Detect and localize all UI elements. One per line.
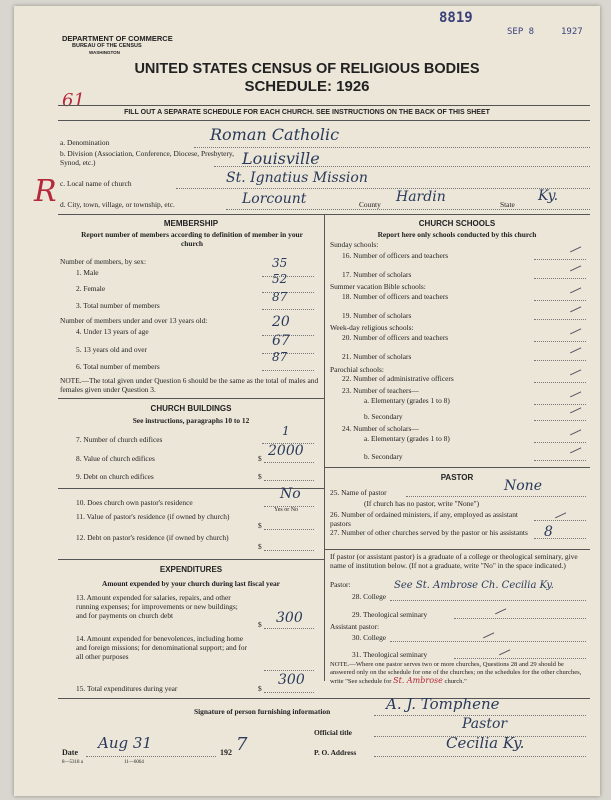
pastor-note: [330, 661, 588, 685]
signature-value: A. J. Tomphene: [386, 695, 500, 713]
official-title-value: Pastor: [462, 716, 508, 732]
stamp-year: 1927: [561, 27, 583, 37]
date-value: Aug 31: [98, 734, 152, 752]
field-line: [264, 550, 314, 551]
local-name-label: c. Local name of church: [60, 179, 132, 188]
dollar-sign: $: [258, 472, 262, 481]
membership-value-1: 35: [272, 256, 288, 270]
q14-label: 14. Amount expended for benevolences, including home and foreign missions; for denominational support; and for all other purposes: [76, 634, 247, 661]
q13-label: 13. Amount expended for salaries, repairs, and other running expenses; for improvements or new buildings; and for payments on church debt: [76, 593, 238, 620]
check-mark: [569, 304, 582, 313]
margin-note: 61: [62, 90, 85, 111]
field-line: [86, 756, 216, 757]
q25-value: None: [504, 478, 542, 494]
parochial-schools: Parochial schools:: [330, 365, 384, 374]
pastor-note-text: NOTE.—Where one pastor serves two or more churches, Questions 28 and 29 should be answered only on the schedule for one of the churches; on the schedules for the other churches, write "See schedule for: [330, 661, 582, 685]
q29-label: 29. Theological seminary: [352, 610, 428, 619]
field-line: [454, 618, 586, 619]
date-label: Date: [62, 748, 78, 757]
pastor-note-end: church.": [444, 677, 467, 685]
division-label: b. Division (Association, Conference, Diocese, Presbytery, Synod, etc.): [60, 149, 234, 167]
city-value: Lorcount: [242, 191, 307, 207]
department-line3: WASHINGTON: [89, 50, 120, 55]
membership-intro: Report number of members according to definition of member in your church: [81, 230, 303, 248]
q8-value: 2000: [268, 443, 304, 459]
year-value: 7: [236, 734, 248, 755]
form-number-2: 11—6064: [124, 760, 144, 765]
q7-value: 1: [282, 424, 290, 438]
check-mark: [569, 389, 582, 398]
field-line: [262, 353, 314, 354]
membership-value-2: 52: [272, 272, 288, 286]
field-line: [534, 360, 586, 361]
margin-r: R: [34, 174, 57, 209]
state-label: State: [500, 200, 515, 209]
divider: [58, 559, 324, 560]
form-number: 8—5318 a: [62, 760, 83, 765]
field-line: [534, 420, 586, 421]
q28-label: 28. College: [352, 592, 387, 601]
q27-value: 8: [544, 524, 553, 540]
q21-label: 21. Number of scholars: [342, 352, 412, 361]
membership-row-4: 4. Under 13 years of age: [76, 327, 149, 336]
q7-label: 7. Number of church edifices: [76, 435, 163, 444]
buildings-intro: See instructions, paragraphs 10 to 12: [132, 416, 250, 425]
yes-no-hint: Yes or No: [274, 507, 299, 513]
check-mark: [554, 510, 567, 519]
expenditures-intro: Amount expended by your church during last fiscal year: [102, 579, 280, 588]
buildings-title: CHURCH BUILDINGS: [150, 404, 232, 413]
q24a-label: a. Elementary (grades 1 to 8): [364, 434, 450, 443]
field-line: [534, 300, 586, 301]
field-line: [264, 529, 314, 530]
weekday-schools: Week-day religious schools:: [330, 323, 414, 332]
q26-label: 26. Number of ordained ministers, if any, employed as assistant pastors: [330, 510, 518, 528]
q17-label: 17. Number of scholars: [342, 270, 412, 279]
q9-label: 9. Debt on church edifices: [76, 472, 154, 481]
membership-value-4: 20: [272, 314, 290, 330]
q25-note: (If church has no pastor, write "None"): [364, 499, 480, 508]
field-line: [406, 496, 586, 497]
field-line: [262, 292, 314, 293]
membership-row-5: 5. 13 years old and over: [76, 345, 148, 354]
field-line: [226, 209, 590, 210]
field-line: [534, 442, 586, 443]
q15-label: 15. Total expenditures during year: [76, 684, 178, 693]
membership-row-3: 3. Total number of members: [76, 301, 160, 310]
po-address-label: P. O. Address: [314, 748, 357, 757]
schools-title: CHURCH SCHOOLS: [418, 219, 496, 228]
year-prefix: 192: [220, 748, 232, 757]
check-mark: [569, 285, 582, 294]
check-mark: [569, 367, 582, 376]
field-line: [534, 520, 586, 521]
department-line2: BUREAU OF THE CENSUS: [72, 43, 142, 49]
dollar-sign: $: [258, 620, 262, 629]
q31-label: 31. Theological seminary: [352, 650, 428, 659]
field-line: [262, 370, 314, 371]
field-line: [262, 309, 314, 310]
state-value: Ky.: [538, 188, 559, 204]
field-line: [390, 600, 586, 601]
division-value: Louisville: [242, 149, 320, 168]
field-line: [264, 462, 314, 463]
check-mark: [569, 263, 582, 272]
field-line: [534, 341, 586, 342]
q8-label: 8. Value of church edifices: [76, 454, 155, 463]
page-title: UNITED STATES CENSUS OF RELIGIOUS BODIES: [134, 61, 480, 77]
members-under-over: Number of members under and over 13 years old:: [60, 316, 208, 325]
denomination-value: Roman Catholic: [210, 125, 340, 144]
divider: [324, 549, 590, 550]
q23a-label: a. Elementary (grades 1 to 8): [364, 396, 450, 405]
field-line: [534, 538, 586, 539]
check-mark: [498, 647, 511, 656]
field-line: [390, 641, 586, 642]
q11-label: 11. Value of pastor's residence (if owned by church): [76, 512, 230, 521]
field-line: [534, 278, 586, 279]
q23b-label: b. Secondary: [364, 412, 403, 421]
field-line: [534, 382, 586, 383]
divider: [58, 120, 590, 121]
check-mark: [569, 405, 582, 414]
membership-value-6: 87: [272, 350, 288, 364]
membership-row-6: 6. Total number of members: [76, 362, 160, 371]
column-divider: [324, 214, 325, 681]
dollar-sign: $: [258, 454, 262, 463]
field-line: [194, 147, 590, 148]
summer-schools: Summer vacation Bible schools:: [330, 282, 426, 291]
field-line: [264, 670, 314, 671]
field-line: [264, 692, 314, 693]
check-mark: [569, 427, 582, 436]
field-line: [534, 319, 586, 320]
po-address-value: Cecilia Ky.: [446, 734, 525, 752]
q10-label: 10. Does church own pastor's residence: [76, 498, 193, 507]
q15-value: 300: [278, 672, 305, 688]
pastor-note-value: St. Ambrose: [393, 675, 443, 685]
divider: [324, 467, 590, 468]
field-line: [176, 188, 590, 189]
q24b-label: b. Secondary: [364, 452, 403, 461]
q13-value: 300: [276, 610, 303, 626]
denomination-label: a. Denomination: [60, 138, 110, 147]
graduate-note: If pastor (or assistant pastor) is a graduate of a college or theological seminary, give name of institution below. (If not a graduate, write "No" in the space indicated.): [330, 552, 578, 570]
official-title-label: Official title: [314, 728, 352, 737]
membership-row-2: 2. Female: [76, 284, 106, 293]
field-line: [264, 628, 314, 629]
q27-label: 27. Number of other churches served by the pastor or his assistants: [330, 528, 528, 537]
membership-value-3: 87: [272, 290, 288, 304]
stamp-number: 8819: [439, 10, 473, 26]
department-line1: DEPARTMENT OF COMMERCE: [62, 34, 173, 43]
local-name-value: St. Ignatius Mission: [226, 170, 368, 186]
pastor-subhead: Pastor:: [330, 580, 351, 589]
divider: [58, 105, 590, 106]
pastor-title: PASTOR: [440, 473, 474, 482]
expenditures-title: EXPENDITURES: [159, 565, 223, 574]
check-mark: [482, 630, 495, 639]
city-label: d. City, town, village, or township, etc.: [60, 200, 175, 209]
check-mark: [569, 326, 582, 335]
field-line: [534, 460, 586, 461]
q22-label: 22. Number of administrative officers: [342, 374, 454, 383]
county-value: Hardin: [396, 189, 446, 205]
q10-value: No: [280, 486, 301, 502]
sunday-schools: Sunday schools:: [330, 240, 379, 249]
q19-label: 19. Number of scholars: [342, 311, 412, 320]
field-line: [262, 276, 314, 277]
q28-value: See St. Ambrose Ch. Cecilia Ky.: [394, 580, 554, 591]
schools-intro: Report here only schools conducted by this church: [377, 230, 537, 239]
check-mark: [569, 244, 582, 253]
census-schedule-sheet: [14, 6, 600, 796]
instruction-line: FILL OUT A SEPARATE SCHEDULE FOR EACH CHURCH. SEE INSTRUCTIONS ON THE BACK OF THIS SHEET: [124, 109, 490, 116]
q25-label: 25. Name of pastor: [330, 488, 387, 497]
divider: [58, 698, 590, 699]
membership-note: NOTE.—The total given under Question 6 should be the same as the total of males and females given under Question 3.: [60, 376, 319, 394]
signature-label: Signature of person furnishing information: [194, 707, 331, 716]
membership-row-1: 1. Male: [76, 268, 99, 277]
q12-label: 12. Debt on pastor's residence (if owned by church): [76, 533, 229, 542]
membership-value-5: 67: [272, 333, 290, 349]
page-subtitle: SCHEDULE: 1926: [244, 78, 370, 95]
q20-label: 20. Number of officers and teachers: [342, 333, 449, 342]
check-mark: [569, 445, 582, 454]
dollar-sign: $: [258, 542, 262, 551]
divider: [58, 398, 324, 399]
field-line: [454, 658, 586, 659]
check-mark: [494, 606, 507, 615]
q23-label: 23. Number of teachers—: [342, 386, 419, 395]
field-line: [534, 259, 586, 260]
membership-title: MEMBERSHIP: [163, 219, 219, 228]
dollar-sign: $: [258, 684, 262, 693]
q30-label: 30. College: [352, 633, 387, 642]
field-line: [374, 756, 586, 757]
q18-label: 18. Number of officers and teachers: [342, 292, 449, 301]
assistant-subhead: Assistant pastor:: [330, 622, 380, 631]
q24-label: 24. Number of scholars—: [342, 424, 419, 433]
dollar-sign: $: [258, 521, 262, 530]
members-by-sex: Number of members, by sex:: [60, 257, 146, 266]
q16-label: 16. Number of officers and teachers: [342, 251, 449, 260]
county-label: County: [359, 200, 381, 209]
stamp-date: SEP 8: [507, 27, 535, 37]
check-mark: [569, 345, 582, 354]
field-line: [264, 480, 314, 481]
